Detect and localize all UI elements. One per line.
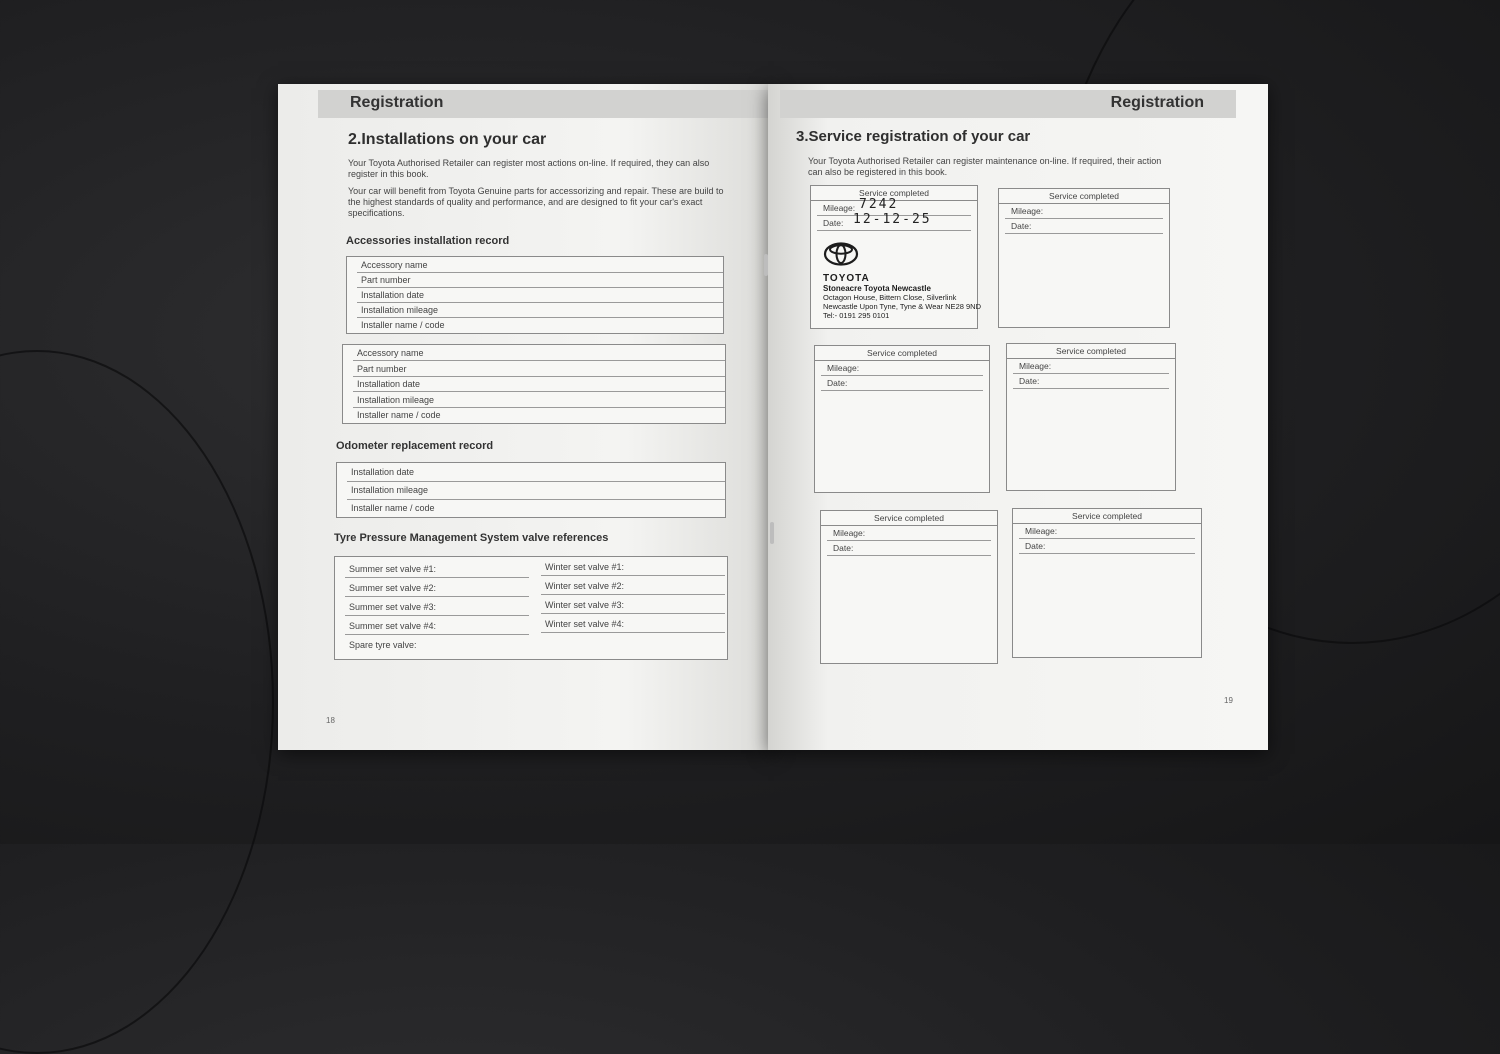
tpms-record xyxy=(334,556,728,660)
form-row: Installer name / code xyxy=(361,320,445,330)
odometer-record xyxy=(336,462,726,518)
service-booklet xyxy=(278,84,1268,754)
tpms-winter-4: Winter set valve #4: xyxy=(541,616,725,633)
section-title: 2.Installations on your car xyxy=(348,131,547,148)
accessories-heading: Accessories installation record xyxy=(346,235,510,247)
toyota-logo-icon xyxy=(823,242,859,266)
service-record-4 xyxy=(1006,343,1176,491)
section-title: 3.Service registration of your car xyxy=(796,128,1031,145)
form-row: Installation mileage xyxy=(347,485,725,500)
stamp-dealer: Stoneacre Toyota Newcastle xyxy=(823,284,931,293)
form-row: Part number xyxy=(353,364,725,377)
date-field: Date: xyxy=(1005,219,1163,234)
stamp-brand: TOYOTA xyxy=(823,273,870,284)
mileage-field: Mileage: xyxy=(1013,359,1169,374)
intro-paragraph: Your Toyota Authorised Retailer can register maintenance on-line. If required, their action can also be registered in this book. xyxy=(808,156,1162,177)
right-page xyxy=(768,84,1268,750)
page-header-bar xyxy=(318,90,768,118)
page-number: 18 xyxy=(326,716,335,725)
date-field: Date: xyxy=(821,376,983,391)
tpms-winter-2: Winter set valve #2: xyxy=(541,578,725,595)
handwritten-date: 12-12-25 xyxy=(853,212,932,227)
tpms-summer-2: Summer set valve #2: xyxy=(345,580,529,597)
date-field: Date: xyxy=(827,541,991,556)
tpms-winter-1: Winter set valve #1: xyxy=(541,559,725,576)
stamp-address: Newcastle Upon Tyne, Tyne & Wear NE28 9ND xyxy=(823,302,981,311)
stamp-address: Octagon House, Bittern Close, Silverlink xyxy=(823,293,957,302)
mileage-field: Mileage: xyxy=(1019,524,1195,539)
mileage-field: Mileage: xyxy=(1005,204,1163,219)
form-row: Installation date xyxy=(357,290,723,303)
page-header: Registration xyxy=(350,94,444,111)
form-row: Installation date xyxy=(347,467,725,482)
page-header: Registration xyxy=(1110,94,1204,111)
handwritten-mileage: 7242 xyxy=(859,197,899,212)
tpms-heading: Tyre Pressure Management System valve references xyxy=(334,532,609,544)
service-record-2 xyxy=(998,188,1170,328)
accessory-record-2 xyxy=(342,344,726,424)
intro-paragraph: Your Toyota Authorised Retailer can register most actions on-line. If required, they can also register in this book. xyxy=(348,158,710,179)
tpms-spare: Spare tyre valve: xyxy=(349,640,417,650)
date-label: Date: xyxy=(823,218,844,228)
tpms-summer-1: Summer set valve #1: xyxy=(345,561,529,578)
service-box-header: Service completed xyxy=(1007,344,1175,359)
odometer-heading: Odometer replacement record xyxy=(336,440,494,452)
page-header-bar xyxy=(780,90,1236,118)
form-row: Installation date xyxy=(353,379,725,392)
service-record-5 xyxy=(820,510,998,664)
service-record-3 xyxy=(814,345,990,493)
dealer-stamp xyxy=(823,242,993,320)
service-record-1 xyxy=(810,185,981,329)
form-row: Accessory name xyxy=(353,348,725,361)
service-box-header: Service completed xyxy=(821,511,997,526)
service-box-header: Service completed xyxy=(811,186,977,201)
form-row: Installer name / code xyxy=(351,503,435,513)
tpms-winter-3: Winter set valve #3: xyxy=(541,597,725,614)
service-box-header: Service completed xyxy=(1013,509,1201,524)
date-field: Date: xyxy=(1019,539,1195,554)
intro-paragraph: Your car will benefit from Toyota Genuine parts for accessorizing and repair. These are build to the highest standards of quality and performance, and are designed to fit your car's exact specifications. xyxy=(348,186,724,218)
form-row: Installation mileage xyxy=(353,395,725,408)
form-row: Part number xyxy=(357,275,723,288)
tpms-summer-3: Summer set valve #3: xyxy=(345,599,529,616)
form-row: Installation mileage xyxy=(357,305,723,318)
accessory-record-1 xyxy=(346,256,724,334)
page-number: 19 xyxy=(1224,696,1233,705)
form-row: Installer name / code xyxy=(357,410,441,420)
service-record-6 xyxy=(1012,508,1202,658)
seat-seam xyxy=(0,350,274,1054)
mileage-field: Mileage: xyxy=(821,361,983,376)
stamp-phone: Tel:- 0191 295 0101 xyxy=(823,311,890,320)
service-box-header: Service completed xyxy=(999,189,1169,204)
date-field xyxy=(817,212,971,231)
tpms-summer-4: Summer set valve #4: xyxy=(345,618,529,635)
date-field: Date: xyxy=(1013,374,1169,389)
left-page xyxy=(278,84,774,750)
staple xyxy=(764,254,768,276)
service-box-header: Service completed xyxy=(815,346,989,361)
staple xyxy=(770,522,774,544)
form-row: Accessory name xyxy=(357,260,723,273)
mileage-field: Mileage: xyxy=(827,526,991,541)
mileage-label: Mileage: xyxy=(823,203,856,213)
